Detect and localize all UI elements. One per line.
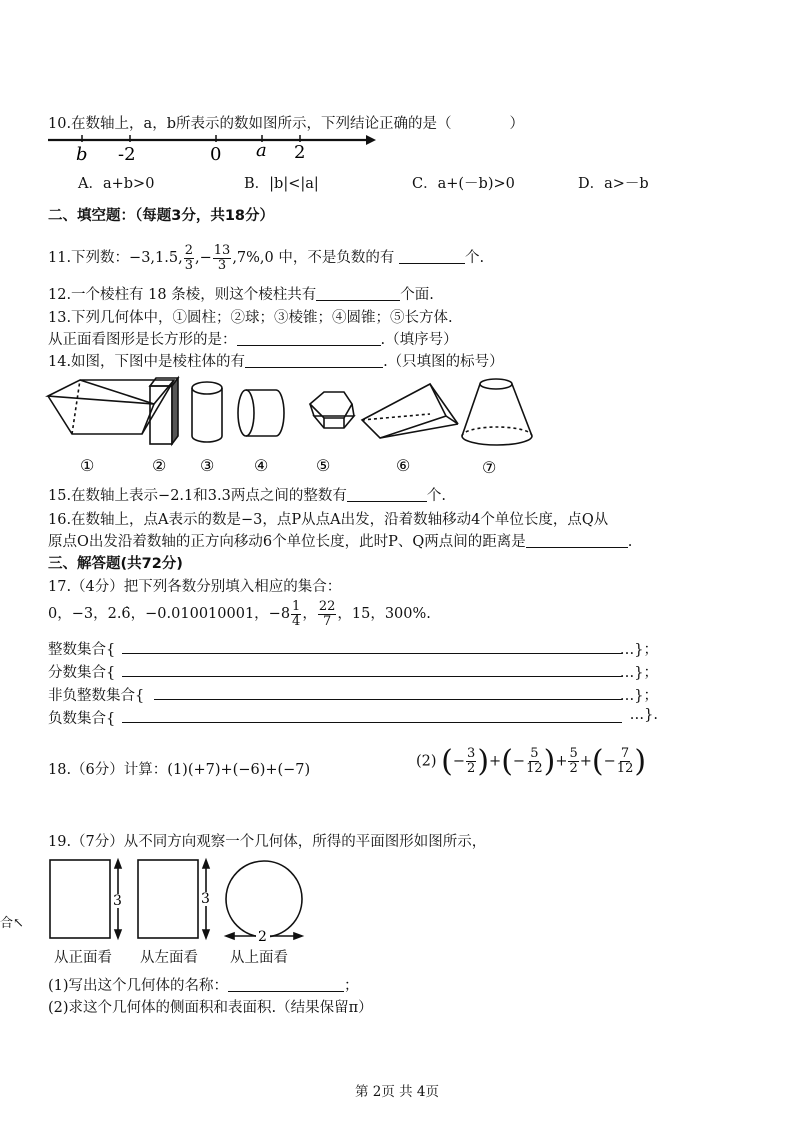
- q15-answer-blank[interactable]: [347, 487, 427, 503]
- q17-stem: 17.（4分）把下列各数分别填入相应的集合：: [48, 579, 342, 595]
- set-end: …}；: [619, 642, 658, 658]
- q17-mixed-num: 1: [292, 599, 301, 614]
- q10-option-c: C．a+(－b)>0: [412, 176, 515, 192]
- margin-mark: [0, 912, 24, 931]
- q15: [48, 484, 446, 505]
- set-end: …}；: [619, 665, 658, 681]
- q17-mixed-frac: [291, 600, 301, 628]
- q11-tail: 个.: [464, 250, 485, 267]
- q17-frac-22-7: [318, 600, 337, 628]
- q14-answer-blank[interactable]: [245, 353, 383, 369]
- margin-arrow-icon: ↖: [13, 916, 24, 931]
- set-answer-line[interactable]: [122, 653, 622, 654]
- set-answer-line[interactable]: [154, 699, 622, 700]
- q16-line2-text: 原点O出发沿着数轴的正方向移动6个单位长度，此时P、Q两点间的距离是: [48, 534, 526, 550]
- set-answer-line[interactable]: [122, 722, 622, 723]
- solid-5-icon: [310, 392, 354, 428]
- q13-line2: [48, 328, 458, 349]
- q16-answer-blank[interactable]: [526, 533, 628, 549]
- q18-part2-expression: (2) (− $\frac{3}{2}$ )+(− $\frac{5}{12}$ )+ $\frac{5}{2}$ +(− $\frac{7}{12}$ ): [416, 744, 647, 779]
- q10-number-line: [48, 130, 378, 164]
- set-label: 负数集合{: [48, 711, 116, 727]
- q12: [48, 283, 434, 304]
- q12-answer-blank[interactable]: [316, 286, 400, 302]
- q19-part1: [48, 974, 359, 995]
- front-view-rect: [50, 860, 110, 938]
- solid-label-5: ⑤: [316, 456, 331, 475]
- dim-label-2: 2: [258, 929, 267, 945]
- q17-nums-c: ，15，300%.: [337, 606, 431, 623]
- q10-stem: 10.在数轴上，a，b所表示的数如图所示，下列结论正确的是（ ）: [48, 116, 524, 132]
- axis-label-minus2: -2: [118, 144, 136, 164]
- q13-line2-tail: .（填序号）: [380, 332, 458, 348]
- q11-suffix: ,7%,0 中，不是负数的有: [232, 250, 395, 267]
- solid-7-icon: [462, 379, 532, 445]
- q19-answer-blank[interactable]: [228, 977, 344, 993]
- solid-6-icon: [362, 384, 458, 438]
- q17-set-fractions: [48, 661, 658, 679]
- q10-option-b: B．|b|<|a|: [244, 176, 319, 192]
- q17-set-negatives: [48, 707, 658, 725]
- set-label: 分数集合{: [48, 665, 116, 681]
- set-answer-line[interactable]: [122, 676, 622, 677]
- q17-mixed-den: 4: [292, 613, 301, 629]
- q19-part2: (2)求这个几何体的侧面积和表面积.（结果保留π）: [48, 1000, 373, 1016]
- axis-label-0: 0: [210, 144, 222, 164]
- solid-label-2: ②: [152, 456, 167, 475]
- view-label-front: 从正面看: [54, 950, 112, 966]
- q18-stem: 18.（6分）计算：(1)(+7)+(−6)+(−7): [48, 762, 311, 778]
- q12-prefix: 12.一个棱柱有 18 条棱，则这个棱柱共有: [48, 287, 317, 303]
- q13-line1: 13.下列几何体中，①圆柱；②球；③棱锥；④圆锥；⑤长方体.: [48, 310, 453, 326]
- solid-label-7: ⑦: [482, 458, 497, 477]
- axis-arrow: [366, 135, 376, 145]
- q19-views-figure: [46, 854, 316, 948]
- q10-option-a: A．a+b>0: [78, 176, 155, 192]
- q16-line2: [48, 530, 632, 551]
- q13-answer-blank[interactable]: [237, 331, 381, 347]
- q14-prefix: 14.如图，下图中是棱柱体的有: [48, 354, 246, 370]
- top-view-circle: [226, 861, 302, 937]
- section3-heading: 三、解答题(共72分): [48, 556, 183, 572]
- q11-frac2-den: 3: [217, 257, 227, 273]
- set-label: 整数集合{: [48, 642, 116, 658]
- q15-text: 15.在数轴上表示−2.1和3.3两点之间的整数有: [48, 488, 347, 504]
- solid-label-4: ④: [254, 456, 269, 475]
- dim-label-3a: 3: [113, 893, 122, 909]
- q17-nums-a: 0，−3，2.6̇，−0.010010001，−8: [48, 606, 291, 623]
- axis-label-2: 2: [294, 142, 306, 163]
- section2-heading: 二、填空题：（每题3分，共18分）: [48, 208, 275, 224]
- q11: [48, 244, 484, 272]
- set-end: …}.: [629, 707, 658, 723]
- q11-prefix: 11.下列数：−3,1.5,: [48, 250, 183, 267]
- q17-f-num: 22: [318, 599, 336, 614]
- q13-line2-prefix: 从正面看图形是长方形的是：: [48, 332, 237, 348]
- q11-mid: ,−: [195, 250, 212, 267]
- q11-frac1-den: 3: [184, 257, 193, 273]
- q14-solids-figure: [44, 374, 554, 480]
- q17-f-den: 7: [322, 613, 332, 629]
- margin-mark-text: 合: [0, 916, 14, 931]
- q15-tail: 个.: [426, 488, 446, 504]
- q14: [48, 350, 504, 371]
- view-label-top: 从上面看: [230, 950, 288, 966]
- solid-label-6: ⑥: [396, 456, 411, 475]
- q19-part1-prefix: (1)写出这个几何体的名称：: [48, 978, 229, 994]
- view-label-left: 从左面看: [140, 950, 198, 966]
- q18-part2-label: (2): [416, 753, 437, 770]
- q11-frac1-num: 2: [184, 243, 193, 258]
- q10-option-d: D．a>－b: [578, 176, 649, 192]
- page-footer: 第 2页 共 4页: [354, 1084, 440, 1100]
- q12-tail: 个面.: [400, 287, 434, 303]
- left-view-rect: [138, 860, 198, 938]
- axis-label-a: a: [256, 140, 267, 161]
- set-label: 非负整数集合{: [48, 688, 145, 704]
- solid-2-icon: [150, 378, 178, 444]
- q17-nums-b: ，: [302, 606, 317, 623]
- q11-frac-13-3: [213, 244, 232, 272]
- q11-frac2-num: 13: [213, 243, 231, 258]
- set-end: …}；: [619, 688, 658, 704]
- solid-3-icon: [192, 382, 222, 442]
- dim-label-3b: 3: [201, 891, 210, 907]
- solid-label-1: ①: [80, 456, 95, 475]
- q17-set-integers: [48, 638, 658, 656]
- solid-1-icon: [48, 380, 174, 434]
- axis-label-b: b: [76, 144, 88, 164]
- q11-frac-2-3: [184, 244, 194, 272]
- q19-part1-tail: ；: [344, 978, 359, 994]
- q19-stem: 19.（7分）从不同方向观察一个几何体，所得的平面图形如图所示，: [48, 834, 487, 850]
- solid-4-icon: [238, 390, 284, 436]
- q16-line1: 16.在数轴上，点A表示的数是−3，点P从点A出发，沿着数轴移动4个单位长度，点Q从: [48, 512, 609, 528]
- q11-answer-blank[interactable]: [399, 249, 465, 265]
- q17-numbers: [48, 600, 431, 628]
- q17-set-nonneg-integers: [48, 684, 658, 702]
- solid-label-3: ③: [200, 456, 215, 475]
- q14-tail: .（只填图的标号）: [383, 354, 504, 370]
- q16-tail: .: [627, 534, 633, 550]
